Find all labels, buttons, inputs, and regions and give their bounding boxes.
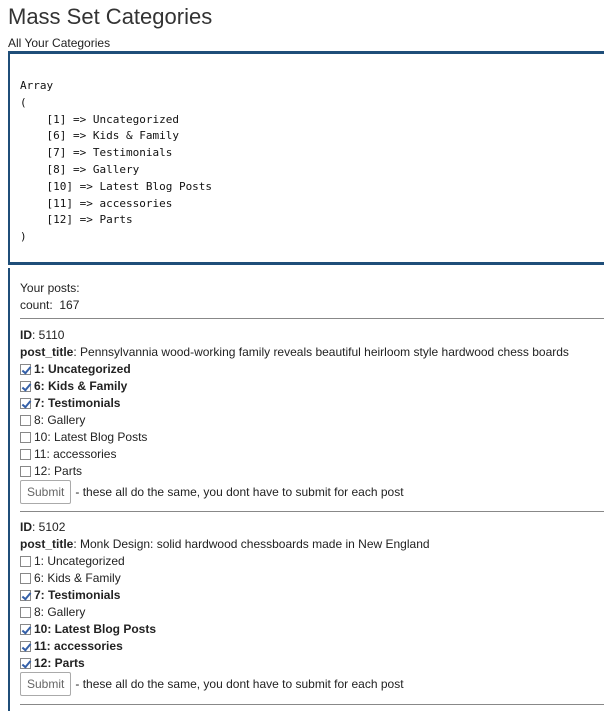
category-checkbox[interactable] — [20, 364, 31, 375]
category-label: 8: Gallery — [34, 413, 86, 427]
post-title-label: post_title — [20, 537, 74, 551]
category-label: 11: accessories — [34, 639, 123, 653]
category-checkbox[interactable] — [20, 573, 31, 584]
submit-button[interactable]: Submit — [20, 672, 71, 696]
category-checkbox-row[interactable] — [20, 604, 85, 621]
category-checkbox[interactable] — [20, 624, 31, 635]
category-label: 6: Kids & Family — [34, 379, 128, 393]
category-label: 11: accessories — [34, 447, 117, 461]
category-checkbox-row[interactable] — [20, 621, 156, 638]
submit-button[interactable]: Submit — [20, 480, 71, 504]
category-checkbox-row[interactable] — [20, 429, 147, 446]
posts-count-value: 167 — [59, 298, 80, 312]
category-checkbox-row[interactable] — [20, 463, 82, 480]
post-id: 5110 — [38, 328, 65, 342]
submit-note: - these all do the same, you dont have to submit for each post — [75, 485, 404, 499]
categories-array-dump: Array ( [1] => Uncategorized [6] => Kids & Family [7] => Testimonials [8] => Gallery [10] => Latest Blog Posts [11] => accessories [12] => Parts ) — [20, 79, 213, 244]
post-title-line: post_title: Pennsylvannia wood-working family reveals beautiful heirloom style hardwood chess boards — [20, 345, 569, 359]
page-title: Mass Set Categories — [8, 4, 213, 29]
post-title-line: post_title: Monk Design: solid hardwood chessboards made in New England — [20, 537, 430, 551]
category-checkbox-row[interactable] — [20, 395, 120, 412]
category-checkbox[interactable] — [20, 590, 31, 601]
category-checkbox-row[interactable] — [20, 638, 123, 655]
category-checkbox[interactable] — [20, 641, 31, 652]
category-label: 12: Parts — [34, 656, 85, 670]
category-checkbox[interactable] — [20, 432, 31, 443]
post-separator — [20, 704, 604, 705]
category-checkbox[interactable] — [20, 398, 31, 409]
post-title: Monk Design: solid hardwood chessboards made in New England — [80, 537, 430, 551]
post-id-label: ID — [20, 328, 32, 342]
category-checkbox-row[interactable] — [20, 553, 125, 570]
category-label: 7: Testimonials — [34, 396, 121, 410]
posts-header — [20, 280, 80, 314]
category-checkbox-row[interactable] — [20, 655, 85, 672]
category-checkbox-row[interactable] — [20, 361, 131, 378]
submit-row — [20, 672, 404, 696]
submit-row — [20, 480, 404, 504]
category-label: 10: Latest Blog Posts — [34, 622, 157, 636]
post-id: 5102 — [38, 520, 66, 534]
post-id-line: ID: 5102 — [20, 520, 66, 534]
category-checkbox-row[interactable] — [20, 587, 120, 604]
post-title: Pennsylvannia wood-working family reveals beautiful heirloom style hardwood chess boards — [80, 345, 569, 359]
category-label: 12: Parts — [34, 464, 83, 478]
submit-note: - these all do the same, you dont have to submit for each post — [75, 677, 404, 691]
category-checkbox[interactable] — [20, 415, 31, 426]
category-checkbox[interactable] — [20, 658, 31, 669]
category-label: 1: Uncategorized — [34, 554, 125, 568]
posts-label: Your posts: — [20, 281, 80, 295]
category-label: 6: Kids & Family — [34, 571, 121, 585]
category-checkbox[interactable] — [20, 607, 31, 618]
category-label: 1: Uncategorized — [34, 362, 131, 376]
categories-array-panel — [8, 51, 604, 265]
category-label: 10: Latest Blog Posts — [34, 430, 148, 444]
category-checkbox-row[interactable] — [20, 412, 85, 429]
section-subtitle: All Your Categories — [8, 36, 111, 50]
category-checkbox[interactable] — [20, 466, 31, 477]
posts-count — [20, 297, 80, 314]
category-checkbox[interactable] — [20, 556, 31, 567]
category-label: 8: Gallery — [34, 605, 86, 619]
category-checkbox-row[interactable] — [20, 378, 127, 395]
category-label: 7: Testimonials — [34, 588, 121, 602]
post-separator — [20, 318, 604, 319]
post-separator — [20, 511, 604, 512]
post-id-line: ID: 5110 — [20, 328, 65, 342]
post-title-label: post_title — [20, 345, 74, 359]
post-id-label: ID — [20, 520, 32, 534]
posts-count-label: count: — [20, 298, 53, 312]
category-checkbox-row[interactable] — [20, 570, 121, 587]
category-checkbox[interactable] — [20, 381, 31, 392]
posts-panel — [8, 268, 604, 711]
category-checkbox-row[interactable] — [20, 446, 116, 463]
category-checkbox[interactable] — [20, 449, 31, 460]
